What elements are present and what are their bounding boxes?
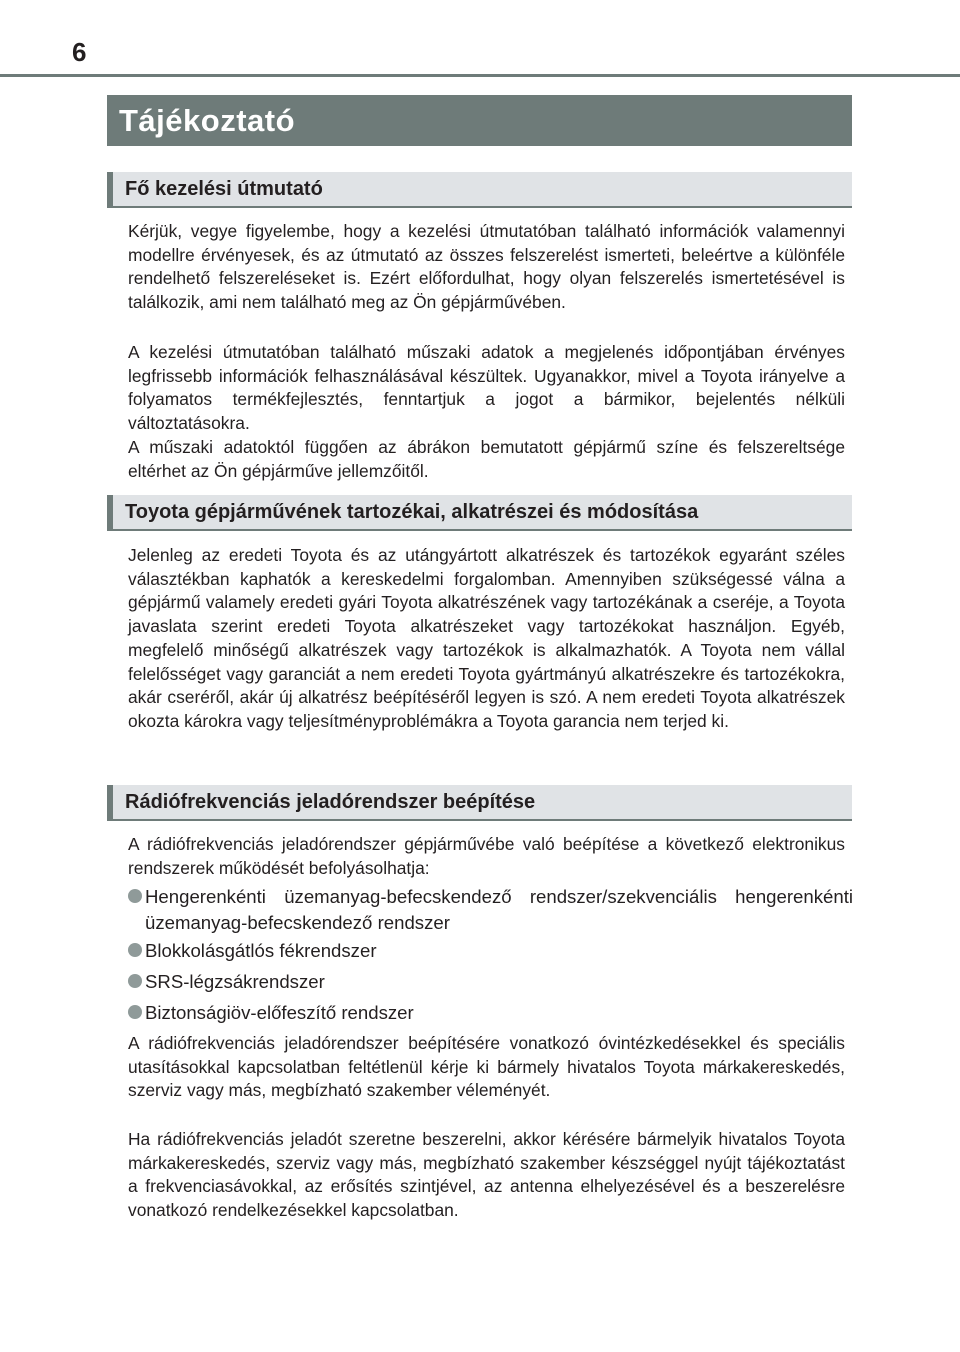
paragraph: A rádiófrekvenciás jeladórendszer beépítésére vonatkozó óvintézkedésekkel és speciális utasításokkal kapcsolatban feltétlenül kérje ki bármely hivatalos Toyota márkakereskedés, szerviz vagy más, megbízható szakember véleményét. — [128, 1033, 845, 1101]
bullet-icon — [128, 943, 142, 957]
paragraph: Kérjük, vegye figyelembe, hogy a kezelési útmutatóban található információk valamennyi modellre érvényesek, és az útmutató az összes felszerelést ismerteti, beleértve a különféle rendelhető felszereléseket is. Ezért előfordulhat, hogy olyan felszerelés ismertetésével is találkozik, ami nem található meg az Ön gépjárművében. — [128, 221, 845, 313]
page-number: 6 — [72, 37, 87, 67]
list-item-text: Hengerenkénti üzemanyag-befecskendező rendszer/szekvenciális hengerenkénti üzemanyag-befecskendező rendszer — [145, 886, 853, 933]
list-item — [128, 884, 853, 936]
list-item-text: Biztonságiöv-előfeszítő rendszer — [145, 1002, 414, 1023]
list-item-text: SRS-légzsákrendszer — [145, 971, 325, 992]
section-heading-tartozekok — [107, 495, 852, 531]
list-item — [128, 938, 853, 964]
paragraph: A műszaki adatoktól függően az ábrákon bemutatott gépjármű színe és felszereltsége eltérhet az Ön gépjárműve jellemzőitől. — [128, 437, 845, 481]
paragraph: Jelenleg az eredeti Toyota és az utángyártott alkatrészek és tartozékok egyaránt széles választékban kaphatók a kereskedelmi forgalomban. Amennyiben szükségessé válna a gépjármű valamely eredeti gyári Toyota alkatrészének vagy tartozékának a cseréje, a Toyota javaslata szerint eredeti Toyota alkatrészeket vagy tartozékokat használjon. Egyéb, megfelelő minőségű alkatrészek vagy tartozékok is alkalmazhatók. A Toyota nem vállal felelősséget vagy garanciát a nem eredeti Toyota gyártmányú alkatrészekre és tartozékokra, akár cseréről, akár új alkatrész beépítéséről legyen is szó. A nem eredeti Toyota alkatrészek okozta károkra vagy teljesítményproblémákra a Toyota garancia nem terjed ki. — [128, 545, 845, 731]
bullet-icon — [128, 974, 142, 988]
paragraph: Ha rádiófrekvenciás jeladót szeretne beszerelni, akkor kérésére bármelyik hivatalos Toyota márkakereskedés, szerviz vagy más, megbízható szakember készséggel nyújt tájékoztatást a frekvenciasávokkal, az erősítés szintjével, az antenna elhelyezésével és a beszerelésre vonatkozó rendelkezésekkel kapcsolatban. — [128, 1129, 845, 1221]
list-item-text: Blokkolásgátlós fékrendszer — [145, 940, 377, 961]
top-rule — [0, 74, 960, 77]
page-title: Tájékoztató — [119, 103, 296, 138]
bullet-icon — [128, 889, 142, 903]
bullet-icon — [128, 1005, 142, 1019]
title-bar — [107, 95, 852, 146]
section-heading-text: Fő kezelési útmutató — [125, 178, 323, 200]
section-heading-text: Toyota gépjárművének tartozékai, alkatrészei és módosítása — [125, 501, 699, 523]
list-item — [128, 969, 853, 995]
list-item — [128, 1000, 853, 1026]
section-heading-text: Rádiófrekvenciás jeladórendszer beépítése — [125, 791, 536, 813]
paragraph-intro: A rádiófrekvenciás jeladórendszer gépjárművébe való beépítése a következő elektronikus rendszerek működését befolyásolhatja: — [128, 834, 845, 878]
section-heading-fo-kezelesi — [107, 172, 852, 208]
section-heading-radiofrekvencias — [107, 785, 852, 821]
paragraph: A kezelési útmutatóban található műszaki adatok a megjelenés időpontjában érvényes legfrissebb információk felhasználásával készültek. Ugyanakkor, mivel a Toyota irányelve a folyamatos termékfejlesztés, fenntartjuk a jogot a bármikor, bejelentés nélküli változtatásokra. — [128, 342, 845, 434]
